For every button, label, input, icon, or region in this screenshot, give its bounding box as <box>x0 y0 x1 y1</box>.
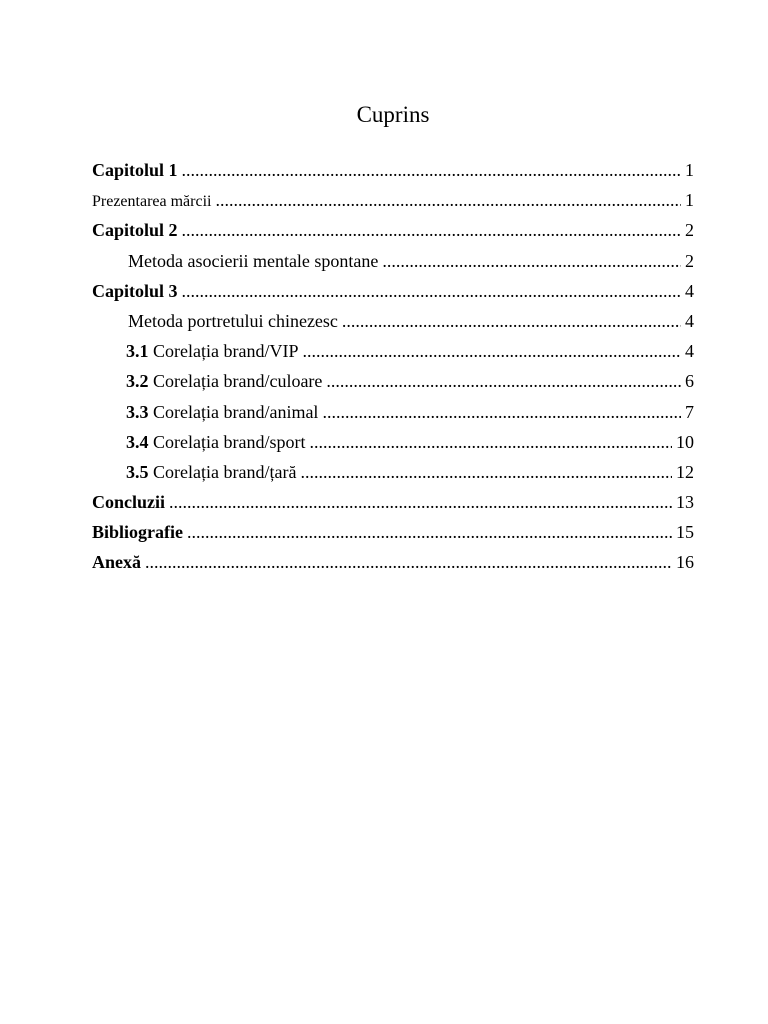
toc-entry[interactable] <box>92 185 694 215</box>
toc-entry-label <box>92 547 141 577</box>
toc-entry[interactable] <box>92 517 694 547</box>
toc-page-number: 10 <box>676 431 694 452</box>
toc-entry-text: Corelația brand/culoare <box>153 371 323 392</box>
toc-page-number: 1 <box>685 190 694 211</box>
toc-entry[interactable] <box>92 246 694 276</box>
toc-leader-dots <box>145 547 672 577</box>
toc-entry-label <box>92 517 183 547</box>
toc-entry-text: Corelația brand/sport <box>153 431 306 452</box>
toc-entry-label <box>92 187 211 217</box>
toc-leader-dots <box>169 487 672 517</box>
toc-entry-text: Capitolul 2 <box>92 220 178 241</box>
toc-leader-dots <box>300 457 672 487</box>
toc-entry[interactable] <box>92 397 694 427</box>
toc-page-number: 6 <box>685 371 694 392</box>
toc-entry-text: Corelația brand/țară <box>153 461 297 482</box>
toc-entry[interactable] <box>92 547 694 577</box>
toc-leader-dots <box>322 397 681 427</box>
toc-entry-number: 3.5 <box>126 461 149 482</box>
toc-leader-dots <box>382 246 681 276</box>
toc-entry-text: Capitolul 3 <box>92 280 178 301</box>
toc-page-number: 2 <box>685 250 694 271</box>
toc-entry-text: Capitolul 1 <box>92 160 178 180</box>
toc-entry[interactable] <box>92 155 694 185</box>
toc-entry-label <box>92 155 178 185</box>
toc-entry-text: Concluzii <box>92 492 166 513</box>
toc-page-number: 13 <box>676 492 694 513</box>
toc-entry-label <box>126 366 322 396</box>
toc-entry-text: Metoda asocierii mentale spontane <box>128 250 379 271</box>
toc-entry-text: Prezentarea mărcii <box>92 193 212 211</box>
toc-entry-number: 3.2 <box>126 371 149 392</box>
toc-entry-label <box>126 397 318 427</box>
toc-entry-text: Corelația brand/animal <box>153 401 319 422</box>
toc-entry-number: 3.1 <box>126 341 149 362</box>
table-of-contents <box>92 155 694 578</box>
toc-leader-dots <box>182 215 681 245</box>
toc-leader-dots <box>302 336 681 366</box>
toc-entry-label <box>128 306 338 336</box>
toc-entry-label <box>92 276 178 306</box>
toc-entry[interactable] <box>92 276 694 306</box>
toc-entry-label <box>92 487 165 517</box>
toc-entry[interactable] <box>92 215 694 245</box>
toc-entry-text: Anexă <box>92 552 141 573</box>
toc-entry-label <box>126 427 305 457</box>
toc-page-number: 1 <box>685 160 694 180</box>
toc-entry[interactable] <box>92 306 694 336</box>
toc-leader-dots <box>326 366 681 396</box>
toc-page-number: 4 <box>685 310 694 331</box>
toc-entry[interactable] <box>92 336 694 366</box>
toc-page-number: 4 <box>685 280 694 301</box>
toc-leader-dots <box>182 276 681 306</box>
toc-page-number: 7 <box>685 401 694 422</box>
toc-entry-label <box>92 215 178 245</box>
toc-entry-label <box>126 336 298 366</box>
toc-entry-number: 3.3 <box>126 401 149 422</box>
toc-entry-text: Bibliografie <box>92 522 183 543</box>
toc-leader-dots <box>215 185 681 215</box>
toc-entry-label <box>128 246 378 276</box>
toc-page-number: 16 <box>676 552 694 573</box>
toc-leader-dots <box>182 155 681 185</box>
toc-entry[interactable] <box>92 427 694 457</box>
toc-entry-text: Metoda portretului chinezesc <box>128 310 338 331</box>
toc-entry[interactable] <box>92 457 694 487</box>
toc-page-number: 4 <box>685 341 694 362</box>
toc-page-number: 15 <box>676 522 694 543</box>
page-title: Cuprins <box>356 102 430 127</box>
toc-leader-dots <box>309 427 672 457</box>
toc-entry-label <box>126 457 296 487</box>
toc-page-number: 2 <box>685 220 694 241</box>
toc-leader-dots <box>342 306 681 336</box>
toc-entry[interactable] <box>92 487 694 517</box>
toc-page-number: 12 <box>676 461 694 482</box>
toc-leader-dots <box>187 517 672 547</box>
toc-entry[interactable] <box>92 366 694 396</box>
toc-entry-number: 3.4 <box>126 431 149 452</box>
toc-entry-text: Corelația brand/VIP <box>153 341 299 362</box>
